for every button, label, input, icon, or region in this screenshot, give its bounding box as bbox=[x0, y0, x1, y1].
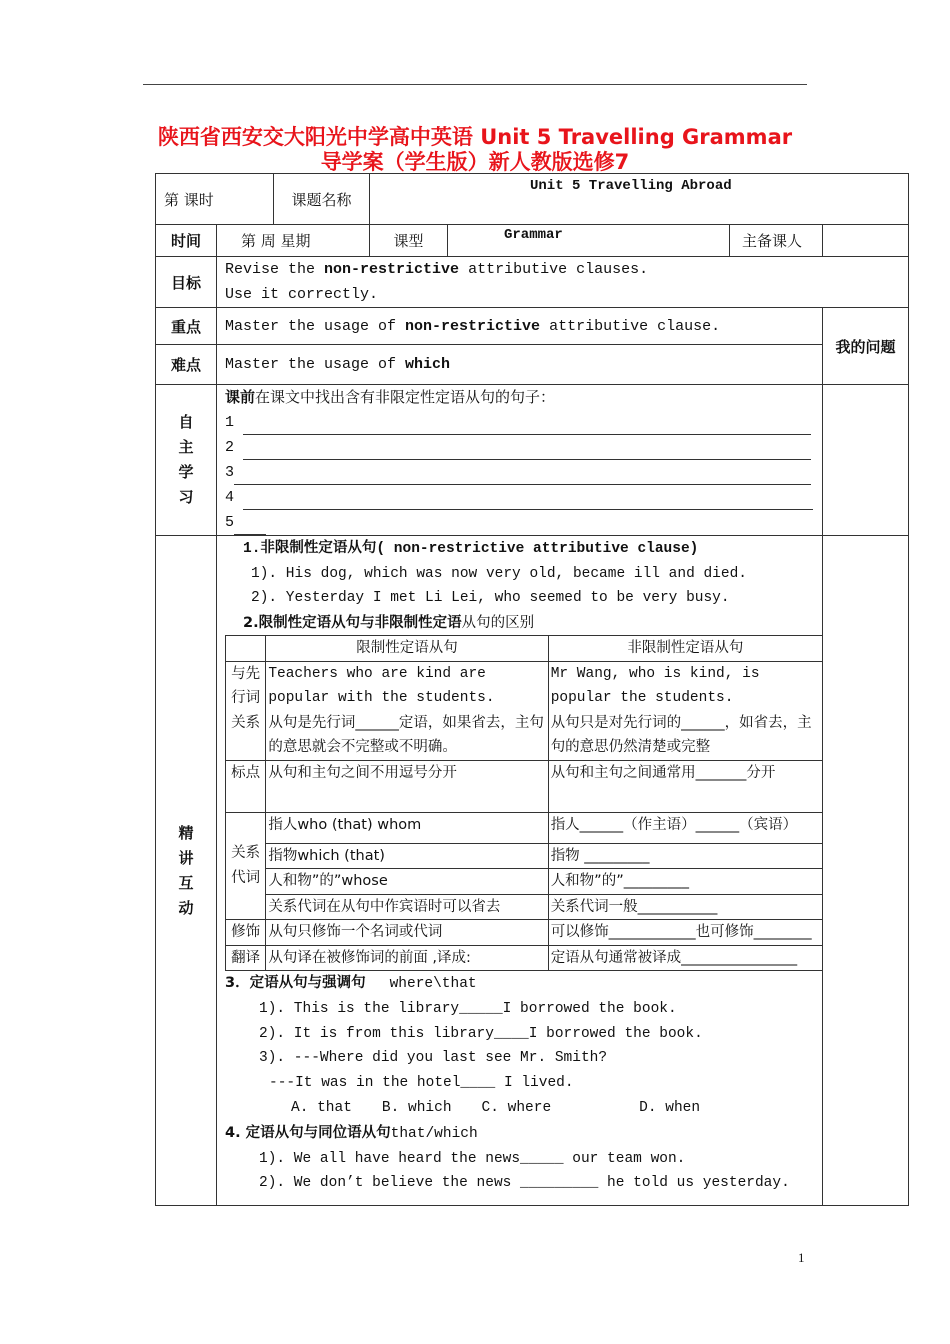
section4-item: 1). We all have heard the news_____ our team won. bbox=[259, 1150, 686, 1167]
week-cell: 第 周 星期 bbox=[217, 225, 370, 257]
pronoun-restrictive: 指物which (that) bbox=[266, 843, 548, 869]
self-study-questions-cell bbox=[823, 385, 909, 536]
lesson-type-label: 课型 bbox=[370, 225, 448, 257]
comparison-table bbox=[225, 635, 823, 971]
lesson-number-cell: 第 课时 bbox=[156, 174, 274, 225]
self-study-label: 自 主 学 习 bbox=[156, 385, 217, 536]
section1-item: 2). Yesterday I met Li Lei, who seemed to be very busy. bbox=[251, 590, 730, 606]
section1-title: 1.非限制性定语从句( non-restrictive attributive clause) bbox=[243, 541, 699, 557]
key-point-label: 重点 bbox=[156, 308, 217, 345]
page-number: 1 bbox=[798, 1250, 805, 1265]
relation-restrictive: Teachers who are kind are popular with the students. 从句是先行词______定语，如果省去，主句的意思就会不完整或不明确。 bbox=[266, 661, 548, 760]
top-rule bbox=[143, 84, 807, 85]
pronoun-restrictive: 关系代词在从句中作宾语时可以省去 bbox=[266, 894, 548, 920]
time-label: 时间 bbox=[156, 225, 217, 257]
restrictive-header: 限制性定语从句 bbox=[266, 636, 548, 662]
topic-value: Unit 5 Travelling Abroad bbox=[370, 174, 909, 225]
document-title-line2: 导学案（学生版）新人教版选修7 bbox=[320, 150, 630, 174]
option-c: C. where bbox=[481, 1099, 552, 1116]
option-b: B. which bbox=[381, 1099, 452, 1116]
key-point-content: Master the usage of non-restrictive attributive clause. bbox=[217, 308, 823, 345]
difficult-point-content: Master the usage of which bbox=[217, 345, 823, 385]
goal-label: 目标 bbox=[156, 257, 217, 308]
section4-item: 2). We don’t believe the news _________ he told us yesterday. bbox=[259, 1175, 790, 1192]
punctuation-label: 标点 bbox=[226, 760, 266, 812]
relative-pronoun-label: 关系代词 bbox=[226, 812, 266, 920]
lecture-label: 精 讲 互 动 bbox=[156, 536, 217, 1206]
difficult-point-label: 难点 bbox=[156, 345, 217, 385]
section3-options bbox=[225, 1096, 822, 1121]
lecture-questions-cell bbox=[823, 536, 909, 1206]
topic-label: 课题名称 bbox=[274, 174, 370, 225]
lesson-type-value: Grammar bbox=[448, 225, 730, 257]
pronoun-restrictive: 人和物”的”whose bbox=[266, 869, 548, 895]
modify-label: 修饰 bbox=[226, 920, 266, 946]
option-a: A. that bbox=[291, 1099, 352, 1116]
modify-non-restrictive: 可以修饰____________也可修饰________ bbox=[548, 920, 822, 946]
pronoun-non-restrictive: 指人______（作主语）______（宾语） bbox=[548, 812, 822, 843]
relation-non-restrictive: Mr Wang, who is kind, is popular the students. 从句只是对先行词的______，如省去，主句的意思仍然清楚或完整 bbox=[548, 661, 822, 760]
goal-content: Revise the non-restrictive attributive clauses. Use it correctly. bbox=[217, 257, 909, 308]
section3-item: ---It was in the hotel____ I lived. bbox=[269, 1075, 574, 1092]
teacher-label: 主备课人 bbox=[730, 225, 823, 257]
pronoun-restrictive: 指人who (that) whom bbox=[266, 812, 548, 843]
teacher-value bbox=[823, 225, 909, 257]
pronoun-non-restrictive: 指物 _________ bbox=[548, 843, 822, 869]
lesson-plan-table bbox=[155, 173, 909, 1206]
modify-restrictive: 从句只修饰一个名词或代词 bbox=[266, 920, 548, 946]
lecture-content bbox=[217, 536, 823, 1206]
translation-restrictive: 从句译在被修饰词的前面 ,译成: bbox=[266, 945, 548, 971]
self-study-content: 课前在课文中找出含有非限定性定语从句的句子： 1 2 3 4 5 bbox=[217, 385, 823, 536]
translation-label: 翻译 bbox=[226, 945, 266, 971]
document-title-line1: 陕西省西安交大阳光中学高中英语 Unit 5 Travelling Grammar bbox=[157, 125, 793, 149]
section1-item: 1). His dog, which was now very old, became ill and died. bbox=[251, 565, 747, 582]
option-d: D. when bbox=[639, 1099, 701, 1116]
section3-title: 3．定语从句与强调句 where\that bbox=[225, 975, 477, 992]
section3-item: 1). This is the library_____I borrowed the book. bbox=[259, 1000, 677, 1017]
section4-title: 4. 定语从句与同位语从句that/which bbox=[225, 1124, 478, 1142]
relation-label: 与先行词关系 bbox=[226, 661, 266, 760]
my-questions-label: 我的问题 bbox=[823, 308, 909, 385]
translation-non-restrictive: 定语从句通常被译成________________ bbox=[548, 945, 822, 971]
pronoun-non-restrictive: 人和物”的”_________ bbox=[548, 869, 822, 895]
section2-title: 2.限制性定语从句与非限制性定语从句的区别 bbox=[243, 614, 535, 631]
non-restrictive-header: 非限制性定语从句 bbox=[548, 636, 822, 662]
punctuation-non-restrictive: 从句和主句之间通常用_______分开 bbox=[548, 760, 822, 812]
section3-item: 3). ---Where did you last see Mr. Smith? bbox=[259, 1050, 608, 1067]
punctuation-restrictive: 从句和主句之间不用逗号分开 bbox=[266, 760, 548, 812]
pronoun-non-restrictive: 关系代词一般___________ bbox=[548, 894, 822, 920]
section3-item: 2). It is from this library____I borrowed the book. bbox=[259, 1025, 703, 1042]
